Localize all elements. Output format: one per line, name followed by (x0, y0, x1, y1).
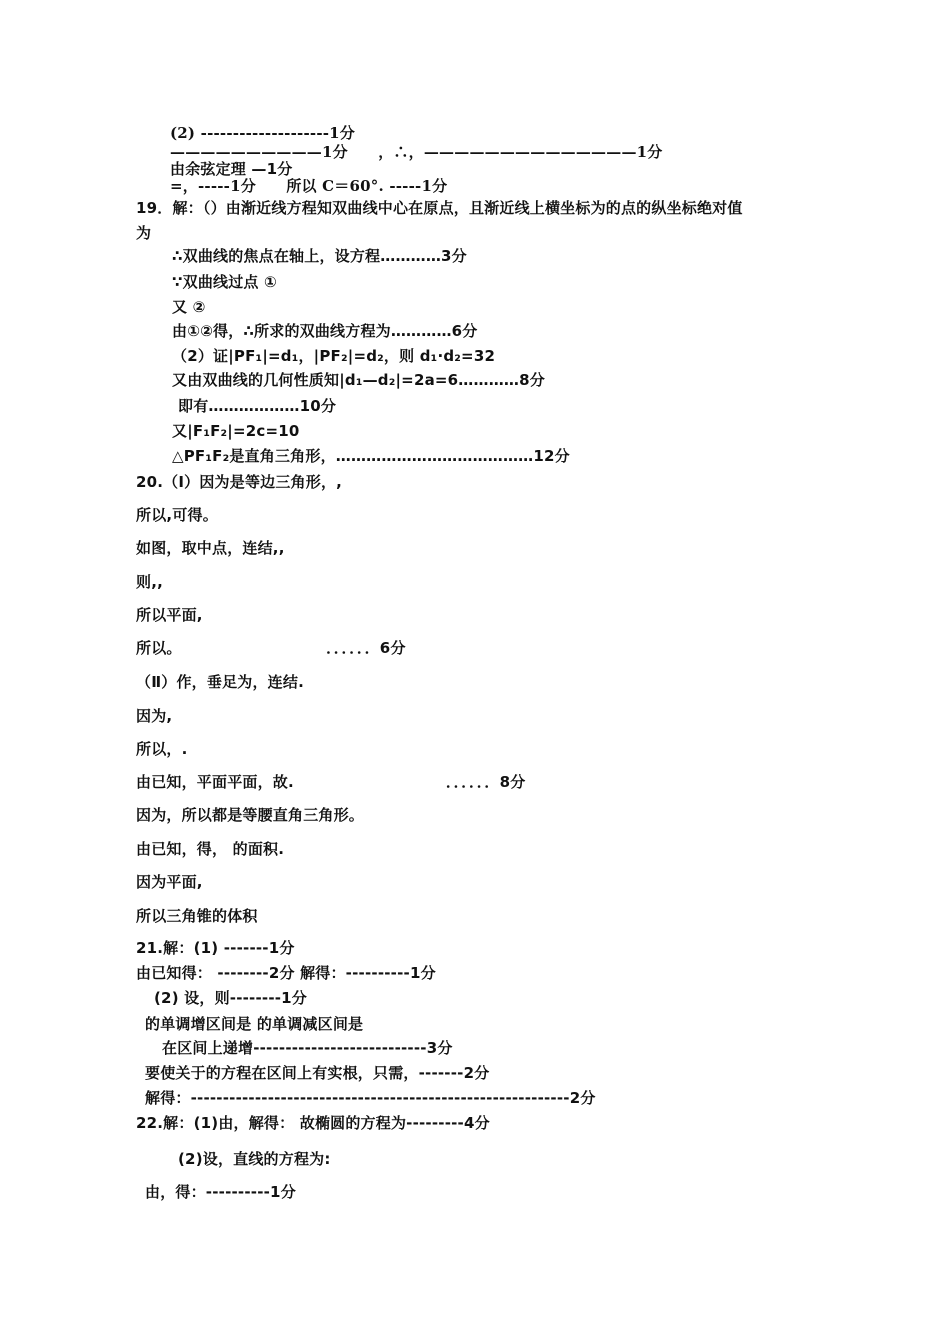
text-line: 为 (136, 224, 152, 242)
text-line: 因为，所以都是等腰直角三角形。 (136, 806, 365, 824)
text-line: ∵双曲线过点 ① (172, 273, 277, 291)
text-line: (2) 设，则--------1分 (154, 989, 308, 1007)
text-line: 由余弦定理 —1分 (170, 160, 293, 178)
text-line: 21.解：(1) -------1分 (136, 939, 295, 957)
text-line: 由，得：----------1分 (145, 1183, 296, 1201)
text-line: 所以。 ．．．．．．6分 (136, 639, 406, 657)
text-line: 20.（Ⅰ）因为是等边三角形，, (136, 473, 343, 491)
text-line: 19．解：（）由渐近线方程知双曲线中心在原点，且渐近线上横坐标为的点的纵坐标绝对值 (136, 199, 743, 217)
text-line: 又|F₁F₂|=2c=10 (172, 422, 300, 440)
text-line: （2）证|PF₁|=d₁，|PF₂|=d₂，则 d₁·d₂=32 (172, 347, 496, 365)
text-line: 所以三角锥的体积 (136, 907, 258, 925)
text-line: 因为, (136, 707, 173, 725)
text-line: 则,, (136, 573, 163, 591)
text-line: 要使关于的方程在区间上有实根，只需，-------2分 (145, 1064, 490, 1082)
text-line: 由已知，得， 的面积. (136, 840, 285, 858)
text-line: 又 ② (172, 298, 206, 316)
text-line: 的单调增区间是 的单调减区间是 (145, 1015, 364, 1033)
text-line: 在区间上递增---------------------------3分 (162, 1039, 453, 1057)
text-line: 22.解：(1)由，解得： 故椭圆的方程为---------4分 (136, 1114, 490, 1132)
text-line: =，-----1分 所以 C＝60°. -----1分 (170, 177, 448, 195)
text-line: ——————————1分 ，∴，——————————————1分 (170, 143, 663, 161)
text-line: ∴双曲线的焦点在轴上，设方程…………3分 (172, 247, 467, 265)
text-line: 即有………………10分 (178, 397, 337, 415)
text-line: 所以，. (136, 740, 188, 758)
text-line: 又由双曲线的几何性质知|d₁—d₂|=2a=6…………8分 (172, 371, 545, 389)
text-line: 由①②得，∴所求的双曲线方程为…………6分 (172, 322, 478, 340)
text-line: （Ⅱ）作，垂足为，连结. (136, 673, 304, 691)
text-line: 由已知，平面平面，故. ．．．．．．8分 (136, 773, 526, 791)
text-line: 由已知得： --------2分 解得：----------1分 (136, 964, 436, 982)
text-line: 所以平面, (136, 606, 203, 624)
text-line: 如图，取中点，连结,, (136, 539, 285, 557)
text-line: △PF₁F₂是直角三角形，…………………………………12分 (172, 447, 570, 465)
text-line: 因为平面, (136, 873, 203, 891)
text-line: 解得：-----------------------------------------------------------2分 (145, 1089, 596, 1107)
text-line: (2)设，直线的方程为: (178, 1150, 331, 1168)
text-line: 所以,可得。 (136, 506, 218, 524)
text-line: (2) --------------------1分 (170, 124, 356, 142)
